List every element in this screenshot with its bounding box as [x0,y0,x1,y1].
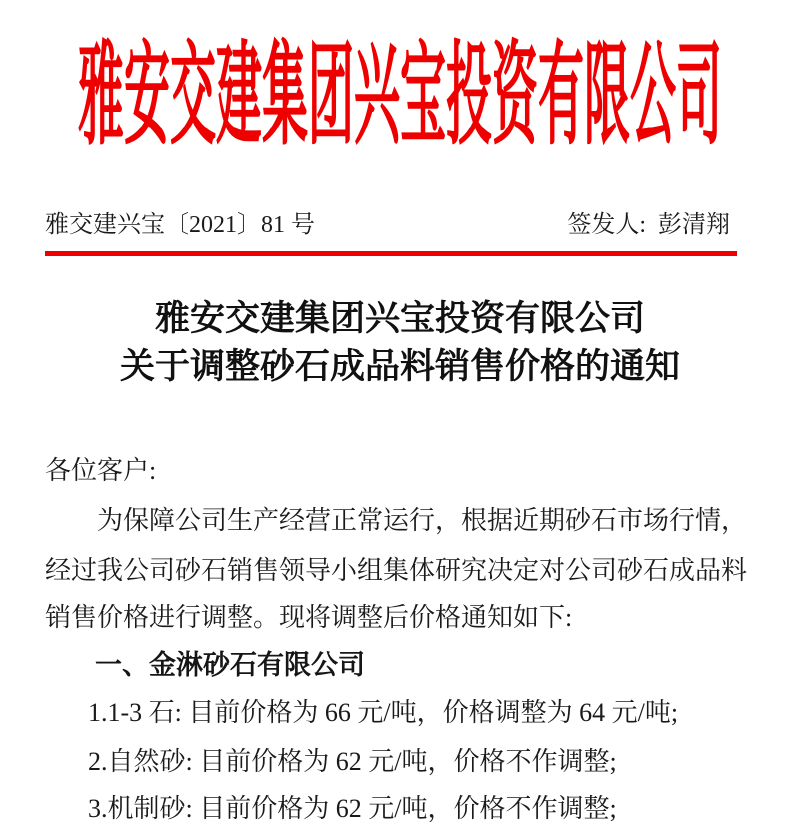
salutation: 各位客户: [45,456,157,485]
document-title-line2: 关于调整砂石成品料销售价格的通知 [119,347,680,386]
issuer-name: 彭清翔 [658,212,730,238]
section-heading: 一、金淋砂石有限公司 [95,650,365,680]
price-item-1: 1.1-3 石: 目前价格为 66 元/吨，价格调整为 64 元/吨; [88,698,679,727]
document-title [0,295,800,391]
doc-info-row [45,208,730,242]
paragraph-line-2: 经过我公司砂石销售领导小组集体研究决定对公司砂石成品料 [45,556,748,585]
issuer-label: 签发人: [567,212,646,238]
letterhead [0,30,800,164]
price-item-2: 2.自然砂: 目前价格为 62 元/吨，价格不作调整; [88,747,617,776]
issuer [567,208,730,242]
paragraph-line-3: 销售价格进行调整。现将调整后价格通知如下: [45,603,573,632]
doc-number: 雅交建兴宝〔2021〕81 号 [45,212,315,238]
paragraph-line-1: 为保障公司生产经营正常运行，根据近期砂石市场行情， [97,506,748,535]
letterhead-company-name: 雅安交建集团兴宝投资有限公司 [78,33,722,159]
letterhead-divider-line [45,251,737,256]
price-item-3: 3.机制砂: 目前价格为 62 元/吨，价格不作调整; [88,794,617,822]
document-title-line1: 雅安交建集团兴宝投资有限公司 [154,299,645,338]
